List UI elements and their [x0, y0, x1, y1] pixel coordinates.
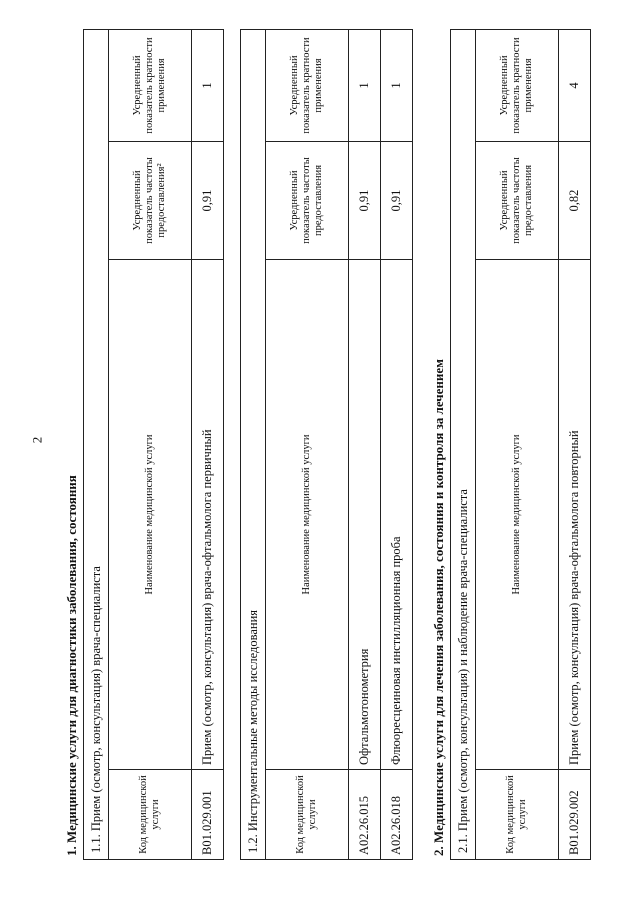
table-1-2 — [240, 30, 413, 860]
table-row — [192, 29, 224, 859]
header-mult: Усредненный показатель кратности применения — [266, 29, 349, 141]
subsection-title: 1.1. Прием (осмотр, консультация) врача-специалиста — [84, 29, 109, 859]
cell-mult: 4 — [559, 29, 591, 141]
subsection-title: 2.1. Прием (осмотр, консультация) и наблюдение врача-специалиста — [451, 29, 476, 859]
document-body — [62, 30, 581, 860]
table-row — [559, 29, 591, 859]
cell-freq: 0,91 — [349, 142, 381, 260]
header-name: Наименование медицинской услуги — [109, 260, 192, 770]
cell-name: Флюоресцеиновая инстилляционная проба — [381, 260, 413, 770]
section1-heading: 1. Медицинские услуги для диагностики заболевания, состояния — [64, 475, 79, 856]
cell-code: B01.029.001 — [192, 770, 224, 860]
cell-code: B01.029.002 — [559, 770, 591, 860]
header-mult: Усредненный показатель кратности применения — [109, 29, 192, 141]
header-freq: Усредненный показатель частоты предоставления² — [109, 142, 192, 260]
header-freq: Усредненный показатель частоты предоставления — [476, 142, 559, 260]
header-name: Наименование медицинской услуги — [266, 260, 349, 770]
cell-name: Прием (осмотр, консультация) врача-офтальмолога повторный — [559, 260, 591, 770]
cell-code: A02.26.015 — [349, 770, 381, 860]
cell-code: A02.26.018 — [381, 770, 413, 860]
table-1-1 — [83, 30, 224, 860]
cell-mult: 1 — [349, 29, 381, 141]
cell-mult: 1 — [381, 29, 413, 141]
header-code: Код медицинской услуги — [266, 770, 349, 860]
header-freq: Усредненный показатель частоты предоставления — [266, 142, 349, 260]
section2-heading: 2. Медицинские услуги для лечения заболевания, состояния и контроля за лечением — [431, 358, 446, 856]
cell-name: Офтальмотонометрия — [349, 260, 381, 770]
cell-mult: 1 — [192, 29, 224, 141]
header-code: Код медицинской услуги — [109, 770, 192, 860]
header-mult: Усредненный показатель кратности применения — [476, 29, 559, 141]
subsection-title: 1.2. Инструментальные методы исследования — [241, 29, 266, 859]
table-2-1 — [450, 30, 591, 860]
cell-freq: 0,91 — [381, 142, 413, 260]
table-row — [381, 29, 413, 859]
header-code: Код медицинской услуги — [476, 770, 559, 860]
cell-freq: 0,91 — [192, 142, 224, 260]
rotated-content — [62, 30, 581, 860]
table-row — [349, 29, 381, 859]
header-name: Наименование медицинской услуги — [476, 260, 559, 770]
cell-freq: 0,82 — [559, 142, 591, 260]
page-number: 2 — [29, 436, 45, 444]
cell-name: Прием (осмотр, консультация) врача-офтальмолога первичный — [192, 260, 224, 770]
